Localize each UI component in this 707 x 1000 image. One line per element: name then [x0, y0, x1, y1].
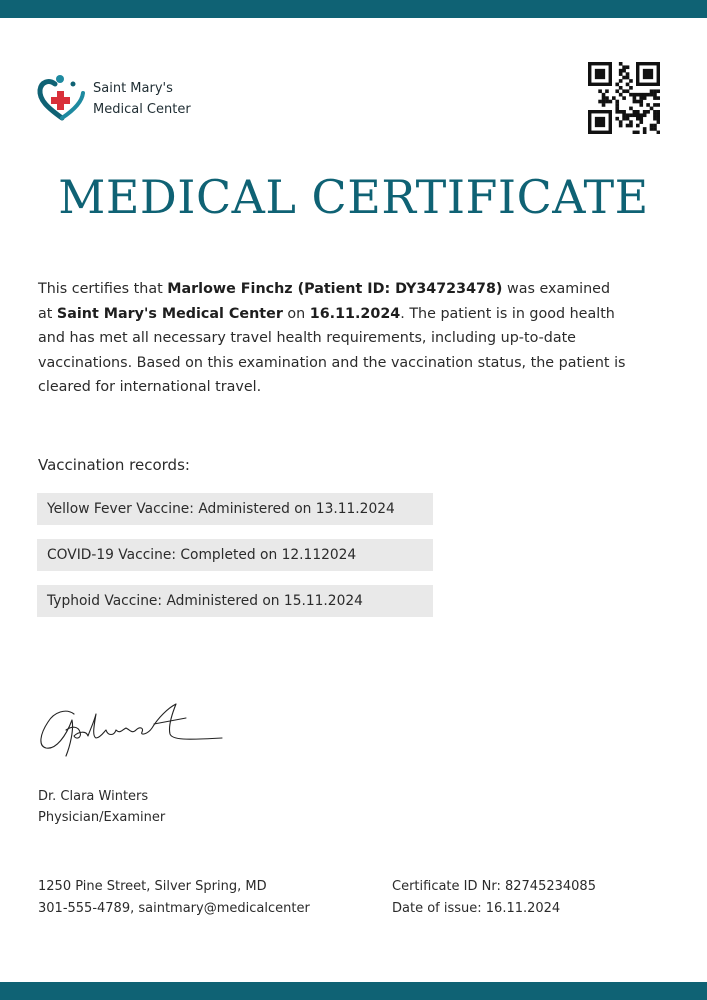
statement-text: was examined at: [38, 281, 611, 322]
physician-signature: [36, 700, 226, 762]
organization-line-2: Medical Center: [93, 102, 191, 117]
examination-date: 16.11.2024: [309, 305, 401, 322]
signer-role: Physician/Examiner: [38, 810, 166, 825]
signer-block: [38, 786, 165, 828]
footer-contact: [38, 876, 310, 920]
bottom-accent-bar: [0, 982, 707, 1000]
organization-name: [93, 78, 191, 120]
certification-statement: [38, 277, 628, 400]
organization-line-1: Saint Mary's: [93, 81, 173, 96]
vaccination-list: [37, 493, 433, 631]
vaccination-record: Yellow Fever Vaccine: Administered on 13.11.2024: [37, 493, 433, 525]
signer-name: Dr. Clara Winters: [38, 789, 149, 804]
vaccination-heading: Vaccination records:: [38, 456, 190, 474]
center-name: Saint Mary's Medical Center: [56, 305, 283, 322]
footer-certificate-info: [392, 876, 596, 920]
issue-date: Date of issue: 16.11.2024: [392, 901, 561, 916]
certificate-id: Certificate ID Nr: 82745234085: [392, 879, 596, 894]
contact-info: 301-555-4789, saintmary@medicalcenter: [38, 901, 310, 916]
top-accent-bar: [0, 0, 707, 18]
vaccination-record: COVID-19 Vaccine: Completed on 12.112024: [37, 539, 433, 571]
vaccination-record: Typhoid Vaccine: Administered on 15.11.2024: [37, 585, 433, 617]
statement-text: on: [282, 305, 310, 322]
statement-text: . The patient is in good health and has met all necessary travel health requirements, including up-to-date vaccinations. Based on this examination and the vaccination status, the patient is cleared for international travel.: [38, 305, 626, 395]
address: 1250 Pine Street, Silver Spring, MD: [38, 879, 267, 894]
patient-name: Marlowe Finchz (Patient ID: DY34723478): [167, 281, 503, 297]
medical-heart-cross-icon: [36, 72, 88, 124]
certificate-title: MEDICAL CERTIFICATE: [58, 170, 649, 224]
statement-text: This certifies that: [38, 281, 168, 297]
qr-code-icon: [588, 62, 660, 134]
